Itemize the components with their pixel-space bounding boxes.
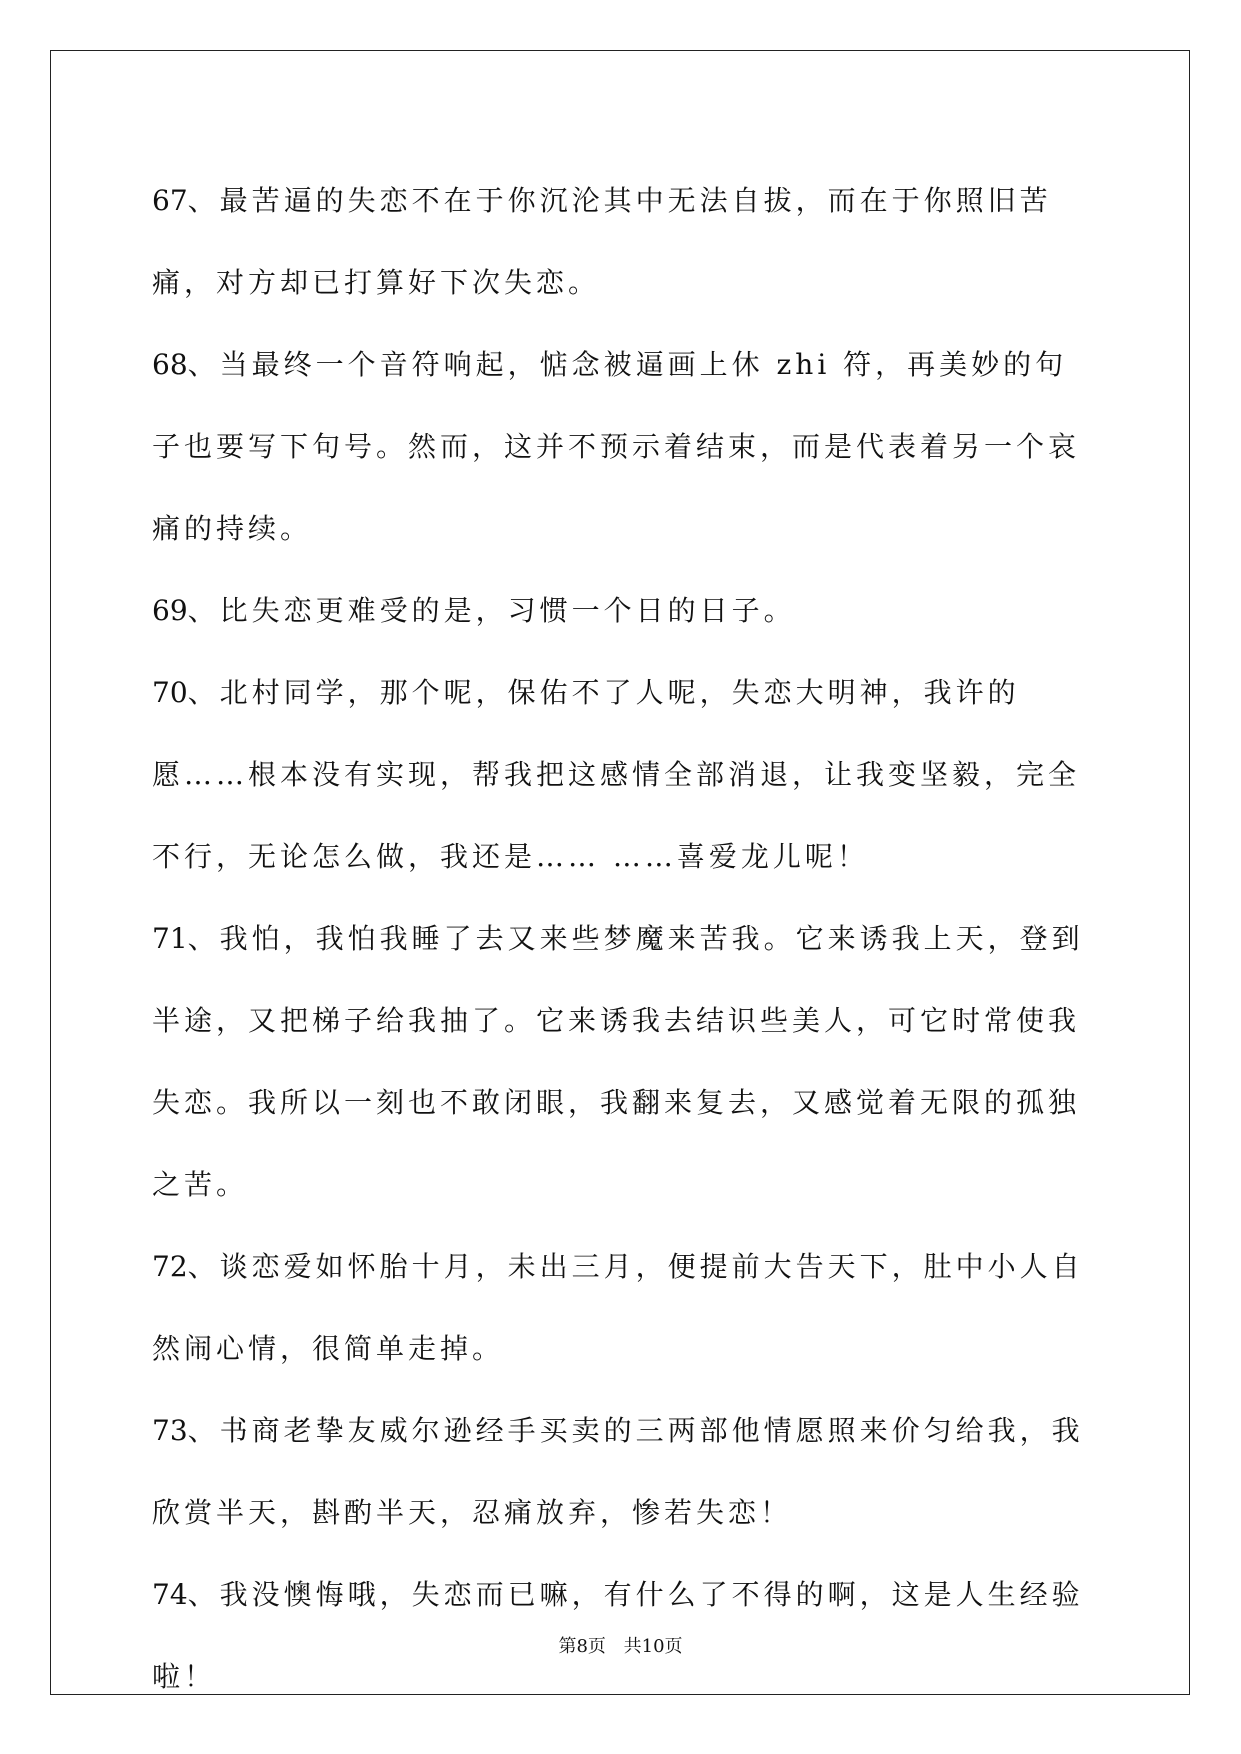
paragraph-text: 、书商老挚友威尔逊经手买卖的三两部他情愿照来价匀给我，我欣赏半天，斟酌半天，忍痛放弃，惨若失恋！ <box>152 1414 1084 1529</box>
paragraph-73 <box>152 1390 1092 1554</box>
paragraph-text: 、比失恋更难受的是，习惯一个日的日子。 <box>187 594 796 627</box>
document-body <box>152 160 1092 1718</box>
paragraph-text: 、谈恋爱如怀胎十月，未出三月，便提前大告天下，肚中小人自然闹心情，很简单走掉。 <box>152 1250 1084 1365</box>
paragraph-number: 73 <box>152 1414 188 1447</box>
paragraph-68 <box>152 324 1092 570</box>
paragraph-number: 72 <box>152 1250 188 1283</box>
paragraph-71 <box>152 898 1092 1226</box>
page-footer <box>0 1632 1241 1658</box>
paragraph-number: 74 <box>152 1578 188 1611</box>
paragraph-text: 、北村同学，那个呢，保佑不了人呢，失恋大明神，我许的愿……根本没有实现，帮我把这感情全部消退，让我变坚毅，完全不行，无论怎么做，我还是…… ……喜爱龙儿呢！ <box>152 676 1081 873</box>
paragraph-text: 、最苦逼的失恋不在于你沉沦其中无法自拔，而在于你照旧苦痛，对方却已打算好下次失恋。 <box>152 184 1052 299</box>
page-total: 共10页 <box>623 1636 683 1657</box>
paragraph-text: 、我没懊悔哦，失恋而已嘛，有什么了不得的啊，这是人生经验啦！ <box>152 1578 1084 1693</box>
paragraph-67 <box>152 160 1092 324</box>
page-number: 第8页 <box>558 1636 606 1657</box>
paragraph-72 <box>152 1226 1092 1390</box>
paragraph-text: 、当最终一个音符响起，惦念被逼画上休 zhi 符，再美妙的句子也要写下句号。然而，这并不预示着结束，而是代表着另一个哀痛的持续。 <box>152 348 1081 545</box>
paragraph-number: 70 <box>152 676 188 709</box>
paragraph-number: 71 <box>152 922 188 955</box>
paragraph-number: 69 <box>152 594 188 627</box>
paragraph-number: 68 <box>152 348 188 381</box>
paragraph-70 <box>152 652 1092 898</box>
paragraph-69 <box>152 570 1092 652</box>
paragraph-number: 67 <box>152 184 188 217</box>
paragraph-text: 、我怕，我怕我睡了去又来些梦魔来苦我。它来诱我上天，登到半途，又把梯子给我抽了。它来诱我去结识些美人，可它时常使我失恋。我所以一刻也不敢闭眼，我翻来复去，又感觉着无限的孤独之苦。 <box>152 922 1084 1201</box>
